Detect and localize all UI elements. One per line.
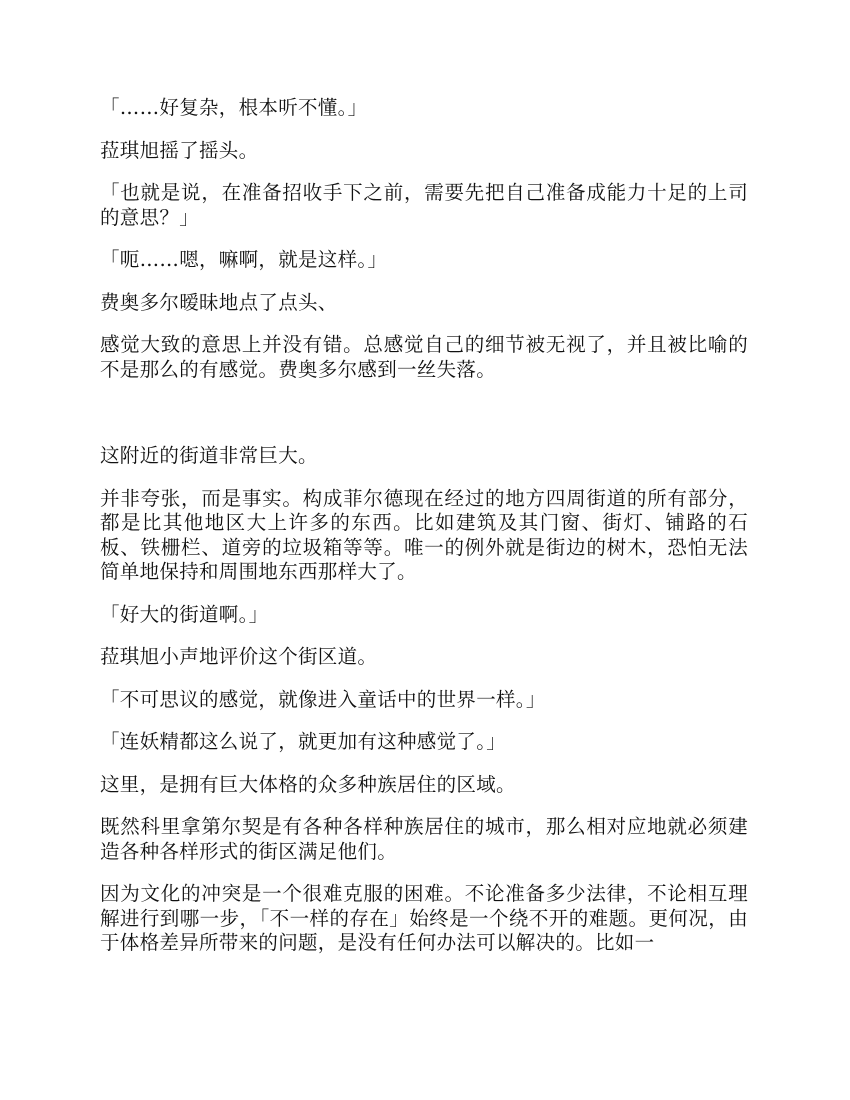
section-break: [100, 400, 748, 444]
paragraph: 菈琪旭小声地评价这个街区道。: [100, 645, 378, 668]
paragraph: 菈琪旭摇了摇头。: [100, 138, 259, 162]
paragraph: 「……好复杂，根本听不懂。」: [100, 96, 368, 119]
paragraph: 「也就是说，在准备招收手下之前，需要先把自己准备成能力十足的上司的意思？」: [100, 181, 748, 229]
paragraph: 这附近的街道非常巨大。: [100, 444, 318, 467]
paragraph: 「好大的街道啊。」: [100, 602, 269, 626]
paragraph: 「呃……嗯，嘛啊，就是这样。」: [100, 248, 388, 271]
document-body: [100, 96, 748, 974]
paragraph: 「不可思议的感觉，就像进入童话中的世界一样。」: [100, 687, 546, 711]
paragraph: 既然科里拿第尔契是有各种各样种族居住的城市，那么相对应地就必须建造各种各样形式的街区满足他们。: [100, 815, 748, 863]
paragraph: 因为文化的冲突是一个很难克服的困难。不论准备多少法律，不论相互理解进行到哪一步，「不一样的存在」始终是一个绕不开的难题。更何况，由于体格差异所带来的问题，是没有任何办法可以解决的。比如一: [100, 882, 748, 954]
paragraph: 感觉大致的意思上并没有错。总感觉自己的细节被无视了，并且被比喻的不是那么的有感觉。费奥多尔感到一丝失落。: [100, 333, 748, 381]
paragraph: 费奥多尔暧昧地点了点头、: [100, 290, 338, 314]
paragraph: 这里，是拥有巨大体格的众多种族居住的区域。: [100, 772, 516, 796]
paragraph: 「连妖精都这么说了，就更加有这种感觉了。」: [100, 730, 507, 753]
paragraph: 并非夸张，而是事实。构成菲尔德现在经过的地方四周街道的所有部分，都是比其他地区大上许多的东西。比如建筑及其门窗、街灯、铺路的石板、铁栅栏、道旁的垃圾箱等等。唯一的例外就是街边的树木，恐怕无法简单地保持和周围地东西那样大了。: [100, 486, 748, 583]
